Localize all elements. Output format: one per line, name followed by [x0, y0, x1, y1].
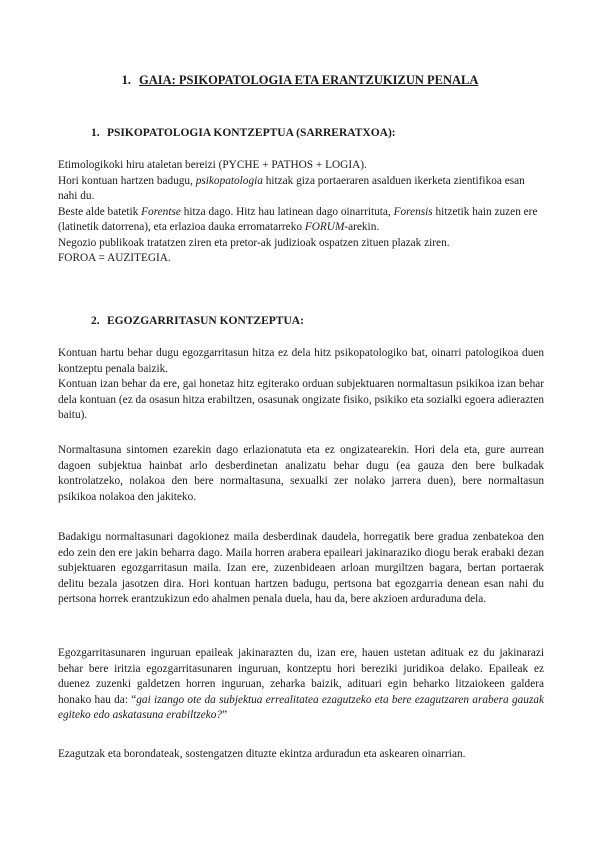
section-1-heading-text: PSIKOPATOLOGIA KONTZEPTUA (SARRERATXOA):: [107, 127, 396, 139]
italic-term: psikopatologia: [195, 174, 263, 187]
section-2-number: 2.: [91, 315, 100, 327]
text-run: hitzak giza portaeraren asalduen ikerketa zientifikoa esan nahi du.: [58, 174, 525, 202]
paragraph: [58, 646, 544, 724]
text-run: hitzetik hain zuzen ere (latinetik datorrena), eta erlazioa dauka erromatarreko: [58, 205, 538, 233]
paragraph: FOROA = AUZITEGIA.: [58, 252, 171, 264]
section-2-paragraph-3: [58, 530, 544, 608]
paragraph: Negozio publikoak tratatzen ziren eta pretor-ak judizioak ospatzen zituen plazak ziren.: [58, 236, 450, 249]
paragraph: Kontuan izan behar da ere, gai honetaz hitz egiterako orduan subjektuaren normaltasun psikikoa izan behar dela kontuan (ez da osasun hitza erabiltzen, osasunak ongizate fisiko, psikiko eta sozialki egoera adierazten baitu).: [58, 378, 544, 421]
section-2-paragraph-5: [58, 747, 544, 763]
italic-term: FORUM: [304, 221, 345, 233]
text-run: Hori kontuan hartzen badugu,: [58, 174, 196, 187]
section-2-paragraph-2: [58, 443, 544, 505]
paragraph: Badakigu normaltasunari dagokionez maila desberdinak daudela, horregatik bere gradua zenbatekoa den edo zein den ere jakin beharra dago. Maila horren arabera epaileari jakinaraziko diogu berak erabaki dezan subjektuaren egozgarritasun maila. Izan ere, zuzenbideaen arloan murgiltzen bagara, bertan portaerak delitu bezala jasotzen dira. Hori kontuan hartzen badugu, pertsona bat egozgarria denean esan nahi du pertsona horrek erantzukizun edo ahalmen penala duela, hau da, bere akzioen arduraduna dela.: [58, 531, 544, 605]
section-2-paragraph-4: [58, 646, 544, 724]
section-1-body: [58, 158, 544, 267]
paragraph: Etimologikoki hiru ataletan bereizi (PYCHE + PATHOS + LOGIA).: [58, 159, 367, 171]
title-number: 1.: [121, 73, 131, 87]
section-1-heading: [91, 127, 396, 139]
paragraph: [58, 205, 544, 236]
section-2-heading-text: EGOZGARRITASUN KONTZEPTUA:: [107, 315, 304, 327]
text-run: Egozgarritasunaren inguruan epaileak jakinarazten du, izan ere, hauen ustetan adituak ez du jakinarazi behar bere iritzia egozgarritasunaren inguruan, kontzeptu hori bereziki juridikoa delako. Epaileak ez duenez zuzenki galdetzen horren inguruan, zeharka baizik, adituari egin beharko litzaiokeen galdera honako hau da: “: [58, 647, 544, 706]
italic-quote: gai izango ote da subjektua errealitatea ezagutzeko eta bere ezagutzaren arabera gauzak egiteko edo askatasuna erabiltzeko?: [58, 693, 545, 721]
text-run: Beste alde batetik: [58, 205, 142, 218]
text-run: -arekin.: [344, 221, 380, 233]
section-1-number: 1.: [91, 127, 100, 139]
paragraph: [58, 174, 544, 205]
paragraph: Normaltasuna sintomen ezarekin dago erlazionatuta eta ez ongizatearekin. Hori dela eta, gure aurrean dagoen subjektua hainbat arlo desberdinetan analizatu behar dugu (ea gauza den bere bulkadak kontrolatzeko, nolakoa den bere normaltasuna, sexualki zer nolako jarrera duen), bere normaltasun psikikoa nolakoa den jakiteko.: [58, 444, 544, 503]
italic-term: Forensis: [393, 205, 433, 218]
paragraph: Kontuan hartu behar dugu egozgarritasun hitza ez dela hitz psikopatologiko bat, oinarri patologikoa duen kontzeptu penala baizik.: [58, 347, 544, 375]
text-run: ”: [222, 709, 228, 721]
text-run: hitza dago. Hitz hau latinean dago oinarrituta,: [180, 205, 394, 218]
title-text: GAIA: PSIKOPATOLOGIA ETA ERANTZUKIZUN PENALA: [138, 73, 479, 87]
page-title: [0, 73, 600, 88]
section-2-paragraph-1: [58, 346, 544, 424]
italic-term: Forentse: [141, 205, 181, 218]
section-2-heading: [91, 315, 304, 327]
paragraph: Ezagutzak eta borondateak, sostengatzen dituzte ekintza arduradun eta askearen oinarrian.: [58, 748, 466, 760]
